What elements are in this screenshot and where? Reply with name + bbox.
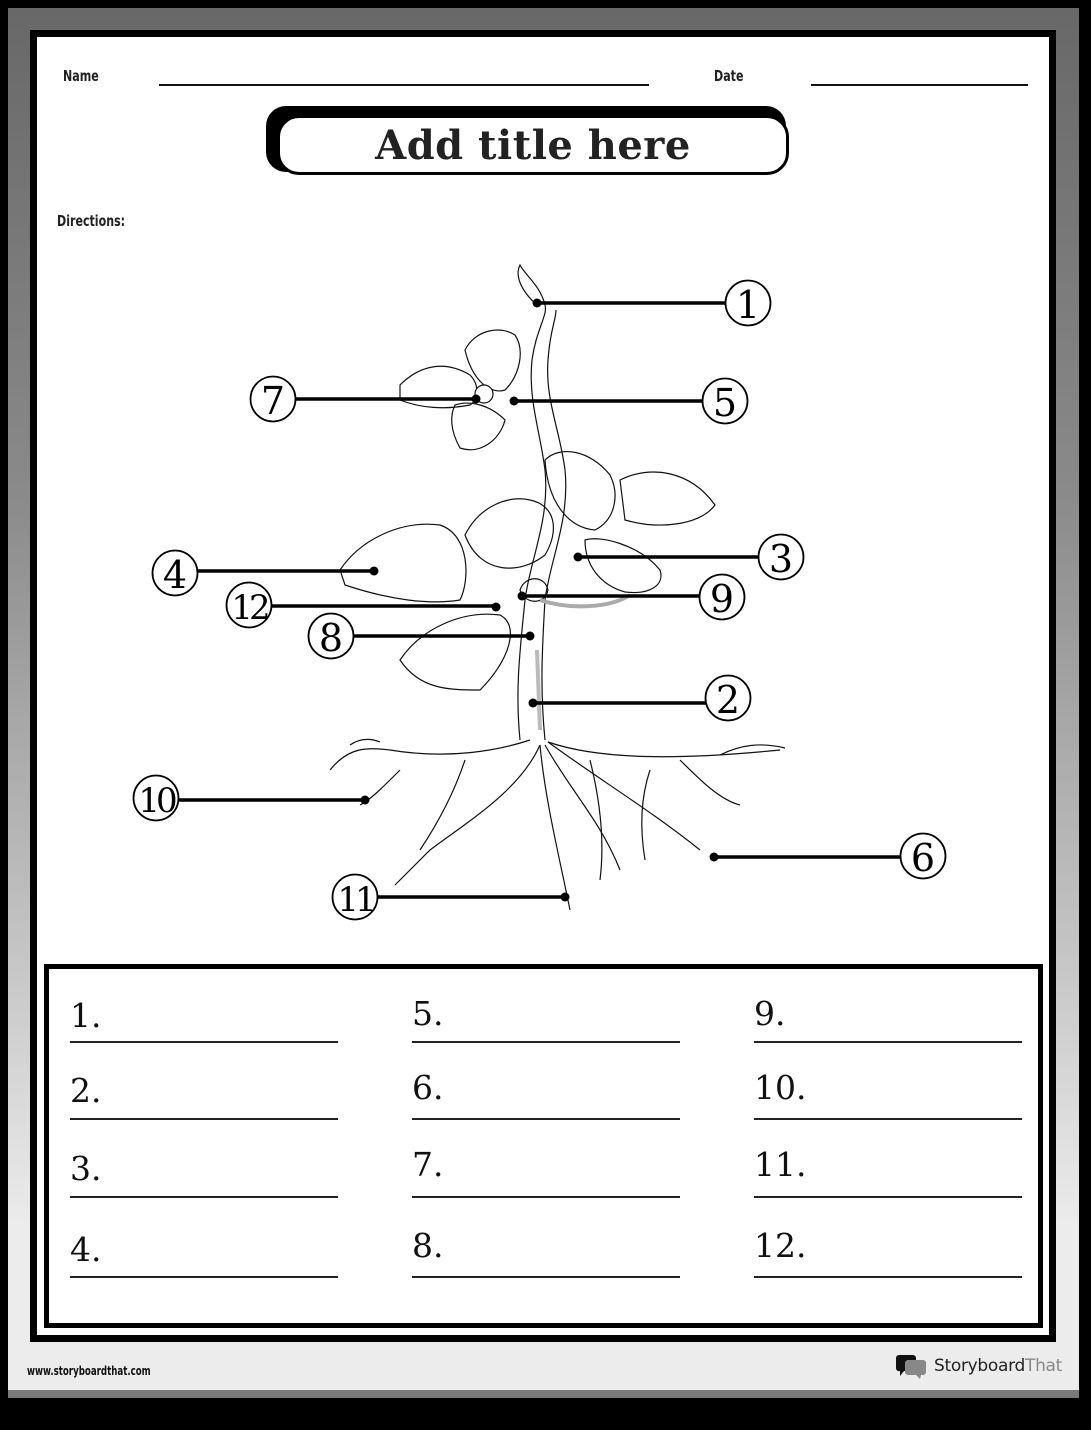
svg-text:3: 3 <box>768 537 794 581</box>
marker-1 <box>533 281 771 328</box>
answer-line-8[interactable] <box>412 1276 680 1278</box>
svg-text:10: 10 <box>138 781 174 821</box>
answer-line-9[interactable] <box>754 1041 1022 1043</box>
answer-number: 4. <box>70 1230 102 1269</box>
answer-line-12[interactable] <box>754 1276 1022 1278</box>
answer-number: 9. <box>754 994 786 1033</box>
footer-url[interactable]: www.storyboardthat.com <box>27 1364 151 1378</box>
answer-number: 11. <box>754 1145 807 1184</box>
svg-text:2: 2 <box>715 678 741 722</box>
svg-text:5: 5 <box>712 381 738 425</box>
svg-text:4: 4 <box>162 553 188 597</box>
date-label: Date <box>714 67 744 85</box>
answer-number: 5. <box>412 994 444 1033</box>
marker-5 <box>510 379 748 426</box>
answer-box <box>44 964 1043 1328</box>
svg-text:12: 12 <box>231 588 267 628</box>
speech-bubbles-icon <box>896 1353 928 1379</box>
answer-number: 10. <box>754 1068 807 1107</box>
marker-10 <box>134 776 370 822</box>
svg-text:11: 11 <box>337 880 373 920</box>
answer-number: 6. <box>412 1068 444 1107</box>
logo-text <box>934 1356 1062 1376</box>
answer-line-1[interactable] <box>70 1041 338 1043</box>
marker-9 <box>518 575 745 622</box>
name-label: Name <box>63 67 99 85</box>
answer-line-6[interactable] <box>412 1118 680 1120</box>
marker-6 <box>710 834 946 881</box>
answer-line-2[interactable] <box>70 1118 338 1120</box>
answer-line-4[interactable] <box>70 1276 338 1278</box>
directions-label: Directions: <box>57 212 126 230</box>
answer-number: 2. <box>70 1071 102 1110</box>
marker-8 <box>309 614 535 661</box>
answer-number: 3. <box>70 1149 102 1188</box>
answer-line-7[interactable] <box>412 1196 680 1198</box>
answer-number: 8. <box>412 1226 444 1265</box>
answer-line-3[interactable] <box>70 1196 338 1198</box>
answer-line-5[interactable] <box>412 1041 680 1043</box>
marker-11 <box>333 875 570 921</box>
answer-number: 7. <box>412 1145 444 1184</box>
svg-text:9: 9 <box>709 577 735 621</box>
svg-text:7: 7 <box>260 379 286 423</box>
page-title[interactable]: Add title here <box>375 121 691 169</box>
answer-number: 1. <box>70 996 102 1035</box>
answer-number: 12. <box>754 1226 807 1265</box>
marker-7 <box>251 377 481 424</box>
marker-12 <box>227 583 501 629</box>
logo-text-primary: Storyboard <box>934 1356 1025 1376</box>
svg-text:1: 1 <box>735 283 761 327</box>
marker-3 <box>574 535 804 582</box>
storyboardthat-logo[interactable] <box>896 1353 1062 1379</box>
answer-line-11[interactable] <box>754 1196 1022 1198</box>
marker-2 <box>529 676 751 723</box>
answer-line-10[interactable] <box>754 1118 1022 1120</box>
logo-text-secondary: That <box>1025 1356 1063 1376</box>
svg-text:8: 8 <box>318 616 344 660</box>
svg-text:6: 6 <box>910 836 936 880</box>
